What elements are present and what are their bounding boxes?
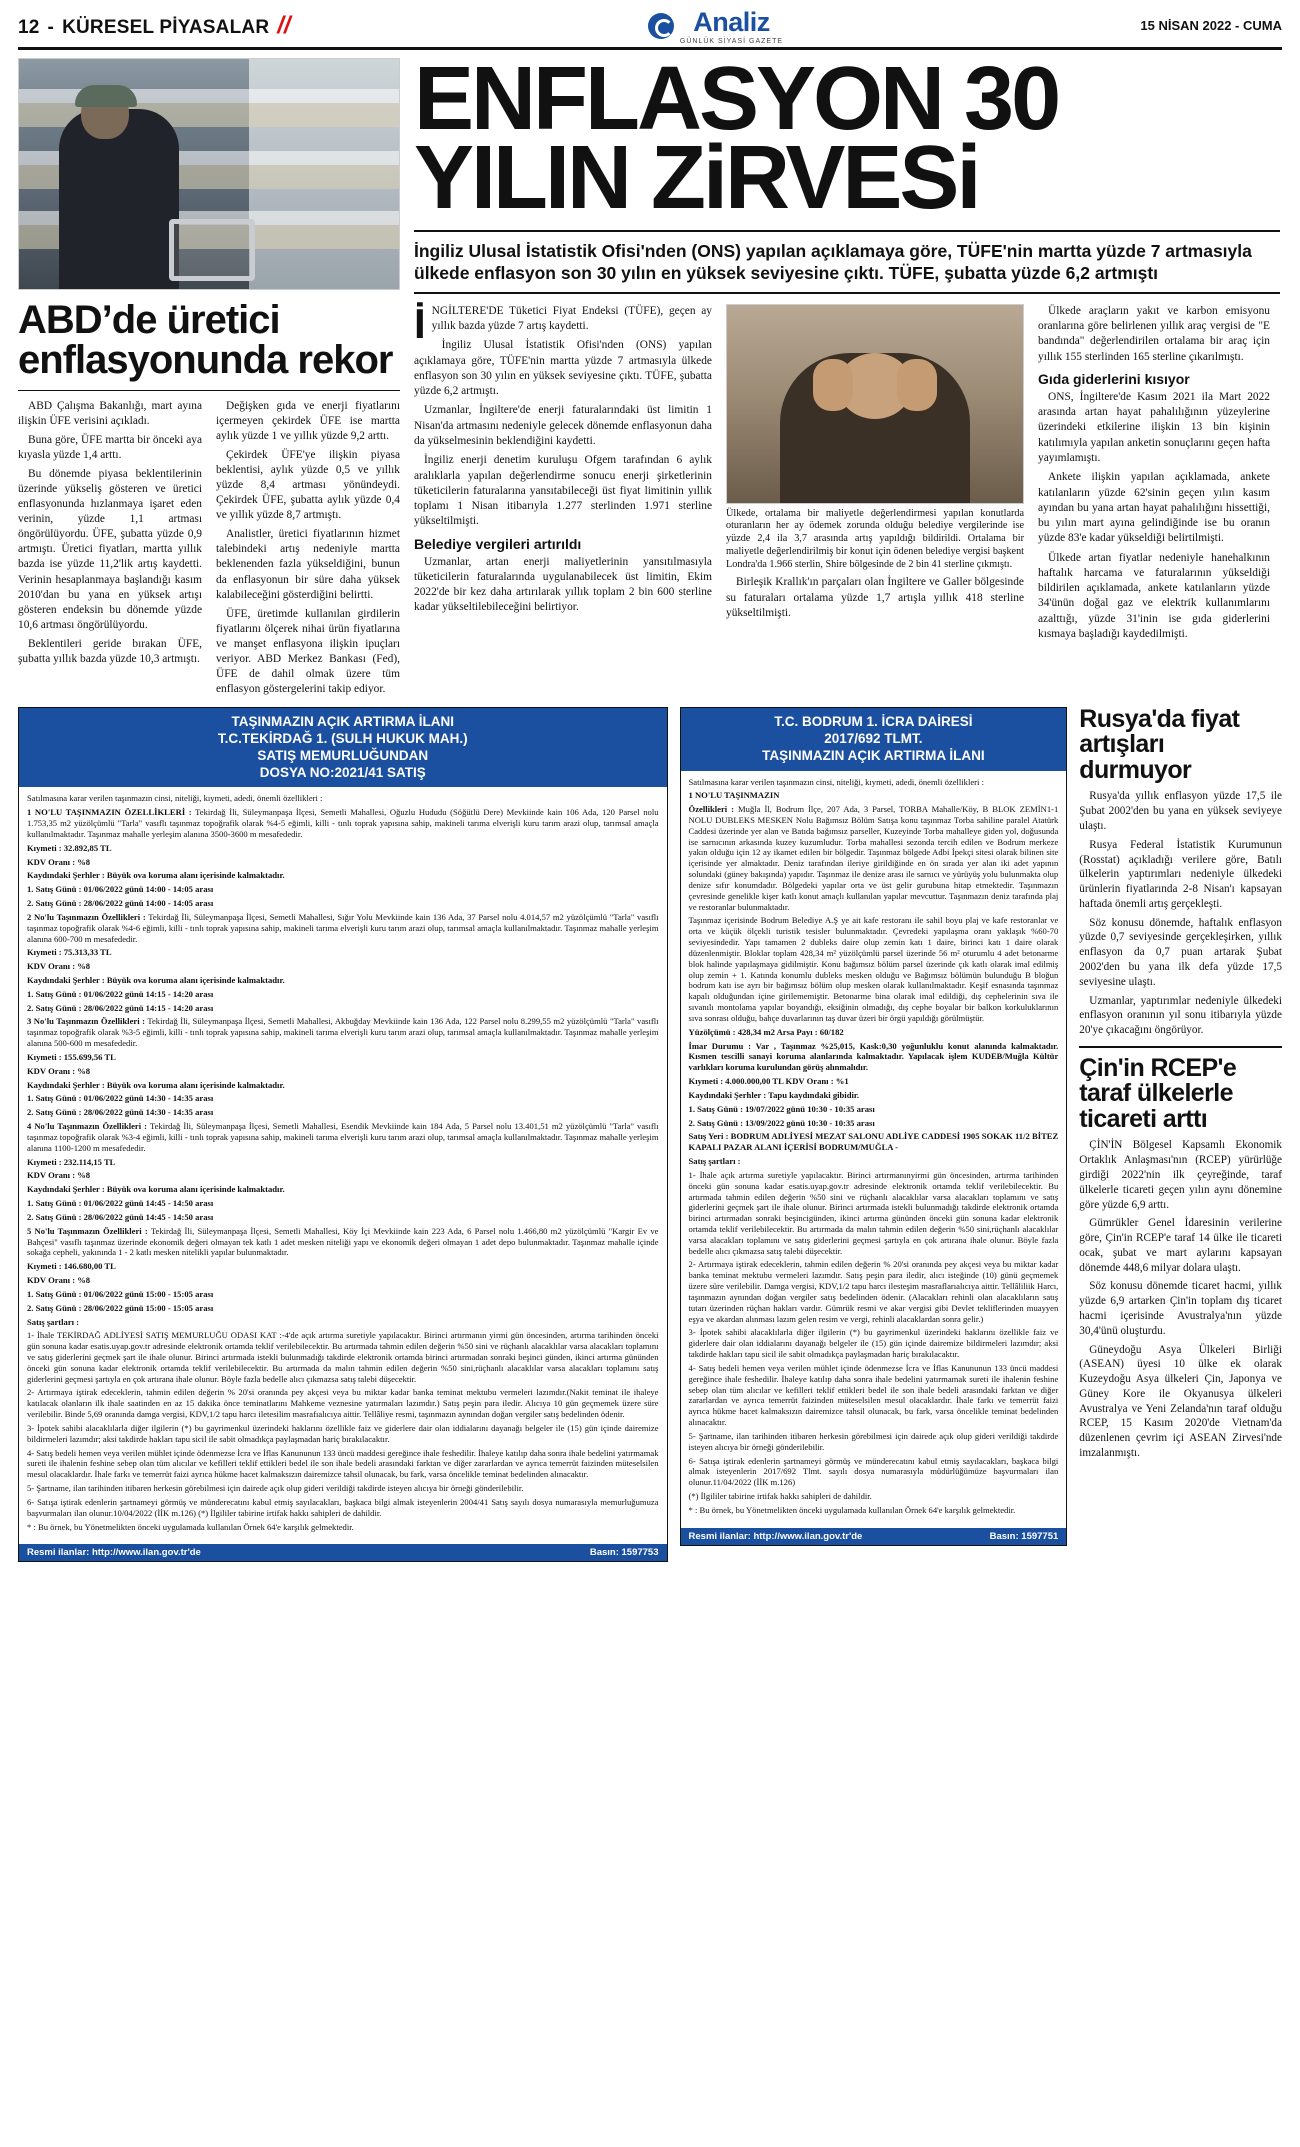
item-sale-1: 1. Satış Günü : 01/06/2022 günü 14:45 - 14:50 arası: [27, 1198, 214, 1209]
main-story-columns: [414, 299, 1280, 647]
item-kiymet: Kıymeti : 146.680,00 TL: [27, 1261, 116, 1272]
paragraph: Ülkede artan fiyatlar nedeniyle hanehalkının haftalık harcama ve faturalarının yükseldiği bildirilen açıklamada, ankete katılanların yüzde 34'ünün doğal gaz ve elektrik kullanımlarını azalttığı, yüzde 31'inin ise gıda giderlerini kısmaya başladığı kaydedilmişti.: [1038, 551, 1270, 641]
item-kdv: KDV Oranı : %8: [27, 1065, 91, 1076]
condition: 4- Satış bedeli hemen veya verilen mühlet içinde ödenmezse İcra ve İflas Kanununun 133 üncü maddesi gereğince ihale feshedilir. İhaleye katılıp daha sonra ihale bedelini yatırmamak sureti ile ihalenin feshine sebep olan tüm alıcılar ve kefilleri teklif ettikleri bedel ile son ihale bedeli arasındaki farktan ve diğer zararlardan ve ayrıca temerrüt faizinden müteselsilen mesul olacaklardır. İhale farkı ve temerrüt faizi ayrıca hükme hacet kalmaksızın dairemizce tahsil olunacak, bu fark, varsa öncelikle teminat bedelinden alınacaktır.: [688, 1362, 1059, 1428]
item-title: 2 No'lu Taşınmazın Özellikleri :: [27, 911, 146, 922]
slash-decoration: //: [277, 11, 291, 39]
condition: 5- Şartname, ilan tarihinden itibaren herkesin görebilmesi için dairede açık olup gideri verildiği takdirde isteyen alıcıya bir örneği gönderilebilir.: [27, 1483, 524, 1494]
legal-header-line: TAŞINMAZIN AÇIK ARTIRMA İLANI: [231, 713, 454, 729]
paragraph: Gümrükler Genel İdaresinin verilerine göre, Çin'in RCEP'e taraf 14 ülke ile ticareti ocak, şubat ve mart aylarını kapsayan dönemde 448,6 milyar dolara ulaştı.: [1079, 1217, 1282, 1274]
masthead: [18, 6, 1282, 50]
section-name: KÜRESEL PİYASALAR: [62, 16, 270, 38]
paragraph: Söz konusu dönemde ticaret hacmi, yıllık yüzde 6,9 artarken Çin'in toplam dış ticaret hacmi içerisinde Avustralya'nın yüzde 30,4'ünü oluşturdu.: [1079, 1280, 1282, 1337]
condition: * : Bu örnek, bu Yönetmelikten önceki uygulamada kullanılan Örnek 64'e karşılık gelmektedir.: [27, 1521, 354, 1532]
item-title: 5 No'lu Taşınmazın Özellikleri :: [27, 1225, 148, 1236]
item-sale-2: 2. Satış Günü : 28/06/2022 günü 14:00 - 14:05 arası: [27, 898, 214, 909]
page-number: 12: [18, 16, 40, 38]
item-desc: Tekirdağ İli, Süleymanpaşa İlçesi, Semetli Mahallesi, Köy İçi Mevkiinde kain 223 Ada, 6 Parsel nolu 1.466,80 m2 yüzölçümlü "Kargir Ev ve Bahçesi" vasıflı taşınmaz üzerinde ekonomik değeri olmayan tek katlı 1 adet mesken niteliği yapı ve ekonomik değeri olmayan 1 adet depo bulunmaktadır. Taşınmaz mahalle içinde sokağa cepheli, yakınında 1 - 2 katlı mesken nitelikli yapılar bulunmaktadır.: [27, 1225, 659, 1258]
legal-intro: Satılmasına karar verilen taşınmazın cinsi, niteliği, kıymeti, adedi, önemli özellikleri :: [27, 793, 323, 804]
paragraph: Birleşik Krallık'ın parçaları olan İngiltere ve Galler bölgesinde su faturaları ortalama yüzde 1,7 artışla yıllık 418 sterline yükseltilmişti.: [726, 576, 1024, 619]
condition: 1- İhale TEKİRDAĞ ADLİYESİ SATIŞ MEMURLUĞU ODASI KAT :-4'de açık artırma suretiyle yapılacaktır. Birinci artırmanın yirmi gün öncesinden, artırma tarihinden önceki gün sonuna kadar esatis.uyap.gov.tr adresinde elektronik ortamda teklif verilebilecektir. Bu artırmada tahmin edilen değerin %50 sini ve rüçhanlı alacaklılar varsa alacakları toplamını ve satış giderlerini geçmek şart ile ihale olunur. Birinci artırmada istekli bulunmadığı takdirde elektronik ortamda birinci artırmadan sonraki beşinci günden, ikinci artırma gününden önceki gün sonuna kadar elektronik ortamda teklif verilebilecektir. Bu artırmada da malın tahmin edilen değerin %50 sini,rüçhanlı alacaklılar varsa alacakları toplamını satış giderlerini geçmesi şartıyla en çok artırana ihale olunur. Böyle fazla bedelle alıcı çıkmazsa satış talebi düşecektir.: [27, 1330, 659, 1384]
subheading-gida: Gıda giderlerini kısıyor: [1038, 370, 1190, 387]
item-serh: Kaydındaki Şerhler : Büyük ova koruma alanı içerisinde kalmaktadır.: [27, 974, 285, 985]
item-kdv: KDV Oranı : %8: [27, 961, 91, 972]
logo-mark-icon: [648, 13, 674, 39]
item-desc: Tekirdağ İli, Süleymanpaşa İlçesi, Semetli Mahallesi, Oğuzlu Hududu (Söğütlü Dere) Mevkiinde kain 106 Ada, 120 Parsel nolu 1.753,35 m2 yüzölçümlü "Tarla" vasıflı taşınmaz topoğrafik olarak %4-5 eğimli, killi - tınlı toprak yapısına sahip, makineli tarıma elverişli kuru tarım arazi olup, tarımsal amaçla kullanılmaktadır. Taşınmaz mahalle yerleşim alanına 3500-3600 m mesafededir.: [27, 807, 659, 839]
paragraph: Analistler, üretici fiyatlarının hizmet talebindeki artış nedeniyle martta beklenenden fazla yükseldiğini, bunun da enflasyonun bir süre daha yüksek kalabileceğini gösterdiğini belirtti.: [216, 528, 400, 601]
field-yuzolcumu: Yüzölçümü : 428,34 m2 Arsa Payı : 60/182: [688, 1026, 844, 1037]
legal-notice-tekirdag: [18, 707, 668, 1563]
item-sale-1: 1. Satış Günü : 01/06/2022 günü 15:00 - 15:05 arası: [27, 1288, 214, 1299]
condition: 1- İhale açık artırma suretiyle yapılacaktır. Birinci artırmanınyirmi gün öncesinden, artırma tarihinden önceki gün sonuna kadar esatis.uyap.gov.tr adresinde elektronik ortamda teklif verilebilecektir. Bu artırmada tahmin edilen değerin %50 sini ve rüçhanlı alacaklılar varsa alacakları toplamını ve satış giderlerini geçmek şart ile ihale olunur. Birinci artırmada istekli bulunmadığı takdirde elektronik ortamda birinci artırmadan sonraki beşincigünden, ikinci artırma gününden önceki gün sonuna kadar elektronik ortamda teklif verilebilecektir. Bu artırmada da malın tahmin edilen değerin %50 sini,rüçhanlı alacaklılar varsa alacakları toplamını ve satış giderlerini geçmesi şartıyla en çok artırana ihale olunur. Böyle fazla bedelle alıcı çıkmazsa satış talebi düşecektir.: [688, 1169, 1059, 1256]
legal-header-line: T.C.TEKİRDAĞ 1. (SULH HUKUK MAH.): [217, 730, 468, 746]
condition: (*) İlgililer tabirine irtifak hakkı sahipleri de dahildir.: [688, 1491, 872, 1502]
issue-date: 15 NİSAN 2022 - CUMA: [1140, 18, 1282, 33]
paragraph: ONS, İngiltere'de Kasım 2021 ila Mart 2022 arasında artan hayat pahalılığının yüzeylerine üzerindeki etkilerine ilişkin 13 bin kişinin katılımıyla yapılan anketin sonuçlarını geçen hafta yayımlamıştı.: [1038, 390, 1270, 464]
official-ads-url[interactable]: Resmi ilanlar: http://www.ilan.gov.tr'de: [27, 1547, 201, 1559]
side-story-title: Rusya'da fiyat artışları durmuyor: [1079, 704, 1240, 784]
paragraph: NGİLTERE'DE Tüketici Fiyat Endeksi (TÜFE), geçen ay yıllık bazda yüzde 7 artış kaydetti.: [431, 304, 712, 332]
press-number: Basın: 1597751: [989, 1530, 1059, 1542]
item-sale-1: 1. Satış Günü : 01/06/2022 günü 14:15 - 14:20 arası: [27, 988, 214, 999]
condition: 2- Artırmaya iştirak edeceklerin, tahmin edilen değerin % 20'si oranında pey akçesi veya bu miktar kadar banka teminat mektubu vermeleri lazımdır.(Nakit teminat ile ihaleye katılacak olanların ilk ihale saatinden en az 15 dakika önce teminatlarını Mahkeme veznesine yatırmaları lazımdır.) Satış peşin para iledir. Alıcıya 10 gün geçmemek üzere süre verilebilir. Binde 5,69 oranında damga vergisi, KDV,1/2 tapu harcı iletesilim masrafıalıcıya aittir. Tellâliye resmi, taşınmazın aynından doğan vergiler satış bedelinden ödenir.: [27, 1387, 659, 1420]
conditions-title: Satış şartları :: [688, 1156, 741, 1167]
brand-logo: [648, 7, 783, 45]
legal-header-line: T.C. BODRUM 1. İCRA DAİRESİ: [774, 713, 973, 729]
section-label: -: [47, 16, 55, 38]
condition: 6- Satışa iştirak edenlerin şartnameyi görmüş ve münderecatını kabul etmiş sayılacakları, başkaca bilgi almak isteyenlerin 2017/692 Tlmt. sayılı dosya numarasıyla müdürlüğümüze başvurmaları ilan olunur.11/04/2022 (İİK m.126): [688, 1455, 1059, 1488]
item-serh: Kaydındaki Şerhler : Büyük ova koruma alanı içerisinde kalmaktadır.: [27, 870, 285, 881]
paragraph: ABD Çalışma Bakanlığı, mart ayına ilişkin ÜFE verisini açıkladı.: [18, 400, 202, 428]
side-story-rusya: [1079, 704, 1282, 1038]
paragraph: Buna göre, ÜFE martta bir önceki aya kıyasla yüzde 1,4 arttı.: [18, 434, 202, 462]
paragraph: Ülkede araçların yakıt ve karbon emisyonu oranlarına göre belirlenen yıllık araç vergisi de "E bandında" değerlendirilen ortalama bir araç için yıllık 155 sterlinden 165 sterline çıkarılmıştı.: [1038, 304, 1270, 363]
main-deck: İngiliz Ulusal İstatistik Ofisi'nden (ONS) yapılan açıklamaya göre, TÜFE'nin martta yüzde 7 artmasıyla ülkede enflasyon son 30 yılın en yüksek seviyesine çıktı. TÜFE, şubatta yüzde 6,2 artmıştı: [414, 230, 1280, 294]
item-kiymet: Kıymeti : 232.114,15 TL: [27, 1156, 116, 1167]
paragraph: Değişken gıda ve enerji fiyatlarını içermeyen çekirdek ÜFE ise martta aylık yüzde 1 ve yıllık yüzde 9,2 arttı.: [216, 400, 400, 443]
main-column-1: [414, 299, 712, 647]
legal-body: [19, 787, 667, 1561]
item-kiymet: Kıymeti : 155.699,56 TL: [27, 1051, 116, 1062]
item-sale-2: 2. Satış Günü : 28/06/2022 günü 14:30 - 14:35 arası: [27, 1107, 214, 1118]
divider: [1079, 1046, 1282, 1048]
item-sale-2: 2. Satış Günü : 28/06/2022 günü 15:00 - 15:05 arası: [27, 1302, 214, 1313]
item-sale-1: 1. Satış Günü : 01/06/2022 günü 14:00 - 14:05 arası: [27, 884, 214, 895]
item-title: 3 No'lu Taşınmazın Özellikleri :: [27, 1016, 145, 1027]
paragraph: ÜFE, üretimde kullanılan girdilerin fiyatlarını ölçerek nihai ürün fiyatlarına ve manşet enflasyona ilişkin ipuçları veriyor. ABD Merkez Bankası (Fed), ÜFE de dahil olmak üzere tüm enflasyon göstergelerini takip ediyor.: [216, 607, 400, 695]
condition: * : Bu örnek, bu Yönetmelikten önceki uygulamada kullanılan Örnek 64'e karşılık gelmektedir.: [688, 1504, 1016, 1515]
paragraph: İngiliz Ulusal İstatistik Ofisi'nden (ONS) yapılan açıklamaya göre, TÜFE'nin martta yüzde 7 artmasıyla ülkede enflasyon son 30 yılın en yüksek seviyesine çıktı. TÜFE, şubatta yüzde 6,2 artmıştı.: [414, 339, 712, 398]
legal-header-line: DOSYA NO:2021/41 SATIŞ: [259, 764, 426, 780]
top-area: [18, 49, 1282, 697]
photo-caption: Ülkede, ortalama bir maliyetle değerlendirmesi yapılan konutlarda oturanların her ay ödemek zorunda olduğu belediye vergilerinde ise yüzde 2,4 ila 3,7 arasında artış yapıldığı bildirildi. Ortalama bir maliyetle değerlendirilmiş bir konut için ödenen belediye vergisi başkent Londra'da 1.966 sterlin, Shire bölgesinde de 2 bin 41 sterline çıkmıştı.: [726, 507, 1024, 570]
side-story-title: Çin'in RCEP'e taraf ülkelerle ticareti arttı: [1079, 1053, 1237, 1133]
item-title: 1 NO'LU TAŞINMAZIN ÖZELLİKLERİ :: [27, 807, 192, 818]
legal-footer: [681, 1528, 1067, 1545]
paragraph: Uzmanlar, artan enerji maliyetlerinin yansıtılmasıyla tüketicilerin faturalarında uygulanabilecek üst limitin, Ekim 2022'de bir kez daha artırılarak yıllık toplam 2 bin 600 sterline kadar yükseltilebileceğini belirtiyor.: [414, 555, 712, 614]
left-story-body: [18, 399, 400, 697]
paragraph: Söz konusu dönemde, haftalık enflasyon yüzde 0,7 seviyesinde gerçekleşirken, yıllık enflasyon da 0,7 puan artarak Şubat 2002'den bu yana ilk defa yüzde 17,5 seviyesine ulaştı.: [1079, 916, 1282, 988]
condition: 6- Satışa iştirak edenlerin şartnameyi görmüş ve münderecatını kabul etmiş sayılacakları, başkaca bilgi almak isteyenlerin 2004/41 Satış sayılı dosya numarasıyla memurluğumuza başvurmaları ilan olunur.10/04/2022 (İİK m.126) (*) İlgililer tabirine irtifak hakkı sahipleri de dahildir.: [27, 1496, 659, 1518]
paragraph: Rusya'da yıllık enflasyon yüzde 17,5 ile Şubat 2002'den bu yana en yüksek seviyeye ulaştı.: [1079, 790, 1282, 832]
logo-subtitle: GÜNLÜK SİYASİ GAZETE: [679, 37, 784, 45]
masthead-left: [18, 12, 291, 40]
sale-place: Satış Yeri : BODRUM ADLİYESİ MEZAT SALONU ADLİYE CADDESİ 1905 SOKAK 11/2 BİTEZ KAPALI PAZAR ALANI İÇERİSİ BODRUM/MUĞLA -: [688, 1131, 1059, 1153]
paragraph: Uzmanlar, İngiltere'de enerji faturalarındaki üst limitin 1 Nisan'da artmasını nedeniyle gelecek dönemde enflasyonun daha da yükselmesinin beklendiğini kaydetti.: [414, 404, 712, 447]
item-sale-1: 1. Satış Günü : 01/06/2022 günü 14:30 - 14:35 arası: [27, 1093, 214, 1104]
condition: 4- Satış bedeli hemen veya verilen mühlet içinde ödenmezse İcra ve İflas Kanununun 133 üncü maddesi gereğince ihale feshedilir. İhaleye katılıp daha sonra ihale bedelini yatırmamak sureti ile ihalenin feshine sebep olan tüm alıcılar ve kefilleri teklif ettikleri bedel ile son ihale bedeli arasındaki farktan ve diğer zararlardan ve ayrıca temerrüt faizinden müteselsilen mesul olacaklardır. İhale farkı ve temerrüt faizi ayrıca hükme hacet kalmaksızın dairemizce tahsil olunacak, bu fark, varsa öncelikle teminat bedelinden alınacaktır.: [27, 1447, 659, 1480]
conditions-title: Satış şartları :: [27, 1316, 80, 1327]
condition: 3- İpotek sahibi alacaklılarla diğer ilgilerin (*) bu gayrimenkul üzerindeki haklarını özellikle faiz ve giderlere dair olan iddialarını dayanağı belgeler ile (15) gün içinde dairemize bildirmeleri lazımdır; aksi takdirde hakları tapu sicil ile sabit olmadıkça paylaşmadan hariç bırakılacaktır.: [27, 1422, 659, 1444]
item-sale-2: 2. Satış Günü : 28/06/2022 günü 14:15 - 14:20 arası: [27, 1002, 214, 1013]
left-story: [18, 58, 400, 697]
body-more: Taşınmaz içerisinde Bodrum Belediye A.Ş ye ait kafe restoranı ile sahil boyu plaj ve kafe restoranlar ve orta ve küçük ölçekli turistik tesisler bulunmaktadır. Çevredeki yapılaşma oranı yaklaşık %60-70 seviyesindedir. Yapı tamamen 2 dubleks daire olup zemin katı 1 daire, birinci katı 1 daire olarak düzenlenmiştir. Bloklar toplam 428,34 m² yüzölçümlü parsel üzerinde 56 m² oturumlu 4 adet betonarme blok halinde yapılaşmaya gidilmiştir. Konu bağımsız bölüm parsel üzerinde çık katlı olarak imal edilmiş olup zemin + 1. Katında konumlu dubleks mesken olduğu ve Bağımsız bölümün bulunduğu B bloğun bodrum katı ise ayrı bir bağımsız bölüm olup mesken olarak kullanılmaktadır. Keşif esnasında taşınmaz kapalı olduğundan içine girilememiştir. Betonarme bina olarak imal edildiği, dış cephelerinin sıva ile sıvanılı montolama yapılar boyandığı, eksiğinin olmadığı, dış cephe boyalar bir balkon korkuluklarının sıva sonrası olduğu, bahçe duvarlarının taş duvar üzeri bir örgü yapıldığı görülmüştür.: [688, 915, 1059, 1023]
ozellik-label: Özellikleri :: [688, 804, 735, 815]
condition: 3- İpotek sahibi alacaklılarla diğer ilgilerin (*) bu gayrimenkul üzerindeki haklarını özellikle faiz ve giderlere dair olan iddialarını dayanağı belgeler ile (15) gün içinde dairemize bildirmeleri lazımdır; aksi takdirde hakları tapu sicil ile sabit olmadıkça paylaşmadan hariç bırakılacaktır.: [688, 1327, 1059, 1360]
paragraph: Çekirdek ÜFE'ye ilişkin piyasa beklentisi, aylık yüzde 0,5 ve yıllık yüzde 8,4 artması yönündeydi. Çekirdek ÜFE, şubatta aylık yüzde 0,4 ve yıllık yüzde 8,7 artmıştı.: [216, 449, 400, 522]
paragraph: Uzmanlar, yaptırımlar nedeniyle ülkedeki enflasyon oranının yıl sonu itibarıyla yüzde 20'ye çıkacağını öngörüyor.: [1079, 994, 1282, 1037]
legal-body: [681, 771, 1067, 1545]
main-column-3: [1038, 304, 1270, 647]
paragraph: İngiliz enerji denetim kuruluşu Ofgem tarafından 6 aylık aralıklarla yapılan değerlendirme sonucu enerji şirketlerinin tüketicilerin faturalarına yansıtabileceği üst fiyat limitinin yıllık toplamı 1 Nisan itibarıyla 1.277 sterlinden 1.971 sterline yükseltilmişti.: [414, 454, 712, 528]
item-sale-1: 1. Satış Günü : 19/07/2022 günü 10:30 - 10:35 arası: [688, 1103, 875, 1114]
paragraph: Güneydoğu Asya Ülkeleri Birliği (ASEAN) üyesi 10 ülke ek olarak Kuzeydoğu Asya ülkeleri Çin, Japonya ve Güney Kore ile Okyanusya ülkeleri Avustralya ve Yeni Zelanda'nın taraf olduğu RCEP, 15 Kasım 2020'de Vietnam'da düzenlenen çevrim içi ASEAN Zirvesi'nde imzalanmıştı.: [1079, 1343, 1282, 1460]
legal-notice-bodrum: [680, 707, 1068, 1546]
legal-header-line: TAŞINMAZIN AÇIK ARTIRMA İLANI: [762, 747, 985, 763]
condition: 5- Şartname, ilan tarihinden itibaren herkesin görebilmesi için dairede açık olup gideri verildiği takdirde isteyen alıcıya bir örneği gönderilebilir.: [688, 1430, 1059, 1452]
ozellik-text: Muğla İl, Bodrum İlçe, 207 Ada, 3 Parsel, TORBA Mahalle/Köy, B BLOK ZEMİN1-1 NOLU DUBLEKS MESKEN Nolu Bağımsız Bölüm Satışa konu taşınmaz Torba sahiline paralel Atatürk Caddesi üzerinde yer alan ve Batıda bağımsız parseller, Kuzeyinde Torba mahalleye giden yol, doğusunda ise sarnıcının arkasında kuzey kuzumludur. Torba mahallesi sezonda tercih edilen ve Bodrum merkeze yakın olduğu için 12 ay ikamet edilen bir bölgedir. Taşınmaz bölgede Adbi İpekçi sitesi olarak bilinen site içerisinde yer almaktadır. Deniz tarafından ileriye girildiğinde en ön sırada yer alan iki adet yapının solundaki (güney bakışında) yapıdır. Taşınmaz ile denize arası ile sarnıcı ve yürüyüş yolu bulunmakta olup denize sıfır konumdadır. Bölgedeki yapılar orta ve üst gelir gurubuna hitap etmektedir. Taşınmazın çevresinde genelikle kişer katlı konut amaçlı kullanılan yapılar mevcuttur. Taşınmazın deniz tarafında plaj ve restoranlar bulunmaktadır.: [688, 804, 1059, 912]
item-kdv: KDV Oranı : %8: [27, 1275, 91, 1286]
paragraph: Bu dönemde piyasa beklentilerinin üzerinde yükseliş gösteren ve üretici enflasyonunda hızlanmaya işaret eden verinin, yüzde 1,1 artması öngörülüyordu. ÜFE, şubatta yüzde 0,9 artmıştı. Üretici fiyatları, martta yıllık bazda ise yüzde 11,2'lik artış kaydetti. Verinin hesaplanmaya başlandığı kasım 2010'dan bu yana en yüksek artışı gösteren endeksin bu dönemde yüzde 10,6 artması öngörülüyordu.: [18, 468, 202, 631]
logo-text: Analiz: [693, 6, 770, 37]
condition: 2- Artırmaya iştirak edeceklerin, tahmin edilen değerin % 20'si oranında pey akçesi veya bu miktar kadar banka teminat mektubu vermeleri lazımdır. Satış peşin para iledir, alıcı isteğinde (10) günü geçmemek üzere süre verilebilir. Damga vergisi, KDV,1/2 tapu harcı ilesteşim masraflarıalıcıya aittir. Tellâliliik Harcı, taşınmazın aynından doğan vergiler satış bedelinden ödenir. (Alacakları rehinli olan alacaklıların satış tutarı üzerinden rüçhan hakları vardır. Gümrük resmi ve akar vergisi gibi Devlet tekliflerinden muayyen eşya ve akardan alınması lazım gelen resim ve vergi, rehinli alacaklardan sonra gelir.): [688, 1259, 1059, 1324]
legal-intro: Satılmasına karar verilen taşınmazın cinsi, niteliği, kıymeti, adedi, önemli özellikleri :: [688, 776, 984, 787]
main-headline-line1: ENFLASYON 30: [414, 49, 1059, 149]
field-kiymet: Kıymeti : 4.000.000,00 TL KDV Oranı : %1: [688, 1076, 849, 1087]
paragraph: Rusya Federal İstatistik Kurumunun (Rosstat) açıkladığı verilere göre, Batılı ülkelerin yaptırımları nedeniyle ülkedeki ürünlerin fiyatlarında 2-8 Nisan'ı kapsayan haftada önemli artış gerçekleşti.: [1079, 838, 1282, 910]
distressed-man-photo: [726, 304, 1024, 504]
item-title: 4 No'lu Taşınmazın Özellikleri :: [27, 1121, 148, 1132]
item-serh: Kaydındaki Şerhler : Büyük ova koruma alanı içerisinde kalmaktadır.: [27, 1079, 285, 1090]
item-kdv: KDV Oranı : %8: [27, 1170, 91, 1181]
subheading-belediye: Belediye vergileri artırıldı: [414, 535, 582, 552]
item-desc: Tekirdağ İli, Süleymanpaşa İlçesi, Semetli Mahallesi, Sığır Yolu Mevkiinde kain 136 Ada, 37 Parsel nolu 4.014,57 m2 yüzölçümlü "Tarla" vasıflı taşınmaz topoğrafik olarak %4-6 eğimli, killi - tınlı toprak yapısına sahip, makineli tarıma elverişli kuru tarım arazi olup, tarımsal amaçla kullanılmaktadır. Taşınmaz mahalle yerleşim alanına 600-700 m mesafededir.: [27, 911, 659, 944]
left-headline: ABD’de üretici enflasyonunda rekor: [18, 298, 393, 382]
paragraph: Ankete ilişkin yapılan açıklamada, ankete katılanların yüzde 62'sinin geçen yılın kasım ayından bu yana artan hayat pahalılığını hissettiği, bu yılın mart ayına gelindiğinde ise bu oranın yüzde 83'e kadar yükseldiği belirtilmişti.: [1038, 471, 1270, 545]
legal-header-line: SATIŞ MEMURLUĞUNDAN: [257, 747, 429, 763]
paragraph: ÇİN'İN Bölgesel Kapsamlı Ekonomik Ortaklık Anlaşması'nın (RCEP) yürürlüğe girdiği 2022'nin ilk çeyreğinde, taraf ülkelerle ticareti geçen yılın aynı dönemine göre yüzde 6,9 arttı.: [1079, 1139, 1282, 1211]
legal-header: [681, 708, 1067, 771]
legal-footer: [19, 1544, 667, 1561]
dropcap: İ: [414, 299, 426, 347]
official-ads-url[interactable]: Resmi ilanlar: http://www.ilan.gov.tr'de: [688, 1530, 863, 1542]
item-title: 1 NO'LU TAŞINMAZIN: [688, 790, 780, 801]
press-number: Basın: 1597753: [589, 1547, 659, 1559]
item-kiymet: Kıymeti : 32.892,85 TL: [27, 842, 112, 853]
side-story-cin: [1079, 1053, 1282, 1461]
main-headline-line2: YILIN ZiRVESi: [414, 127, 979, 228]
item-desc: Tekirdağ İli, Süleymanpaşa İlçesi, Semetli Mahallesi, Esendik Mevkiinde kain 184 Ada, 5 Parsel nolu 13.401,51 m2 yüzölçümlü "Tarla" vasıflı taşınmaz topoğrafik olarak %3-4 eğimli, killi - tınlı toprak yapısına sahip, makineli tarıma elverişli kuru tarım arazi olup, tarımsal amaçla kullanılmaktadır. Taşınmaz mahalle yerleşim alanına 1100-1200 m mesafededir.: [27, 1121, 659, 1153]
field-imar: İmar Durumu : Var , Taşınmaz %25,015, Kask:0,30 yoğunluklu konut alanında kalmaktadır. Kısmen tescilli sanayi koruma alanlarında kalmaktadır. Yapılacak işlem KUDEB/Muğla Kültür varlıkları koruma kurulundan görüş alınmalıdır.: [688, 1040, 1059, 1073]
item-sale-2: 2. Satış Günü : 28/06/2022 günü 14:45 - 14:50 arası: [27, 1211, 214, 1222]
lower-area: [18, 704, 1282, 1563]
supermarket-shopper-photo: [18, 58, 400, 290]
main-story: [414, 49, 1280, 697]
item-kdv: KDV Oranı : %8: [27, 856, 91, 867]
item-desc: Tekirdağ İli, Süleymanpaşa İlçesi, Semetli Mahallesi, Akbuğday Mevkiinde kain 136 Ada, 122 Parsel nolu 8.299,55 m2 yüzölçümlü "Tarla" vasıflı taşınmaz topoğrafik olarak %3-5 eğimli, killi - tınlı toprak yapısına sahip, makineli tarıma elverişli kuru tarım arazi olup, tarımsal amaçla kullanılmaktadır. Taşınmaz mahalle yerleşim alanına 500-600 m mesafededir.: [27, 1016, 659, 1049]
item-kiymet: Kıymeti : 75.313,33 TL: [27, 947, 112, 958]
item-serh: Kaydındaki Şerhler : Büyük ova koruma alanı içerisinde kalmaktadır.: [27, 1184, 285, 1195]
item-sale-2: 2. Satış Günü : 13/09/2022 günü 10:30 - 10:35 arası: [688, 1117, 875, 1128]
paragraph: Beklentileri geride bırakan ÜFE, şubatta yıllık bazda yüzde 10,3 artmıştı.: [18, 637, 202, 665]
divider: [18, 390, 400, 391]
main-column-2: [726, 304, 1024, 647]
legal-header-line: 2017/692 TLMT.: [824, 730, 923, 746]
legal-header: [19, 708, 667, 788]
side-stories: [1079, 704, 1282, 1465]
field-serh: Kaydındaki Şerhler : Tapu kaydındaki gibidir.: [688, 1089, 860, 1100]
